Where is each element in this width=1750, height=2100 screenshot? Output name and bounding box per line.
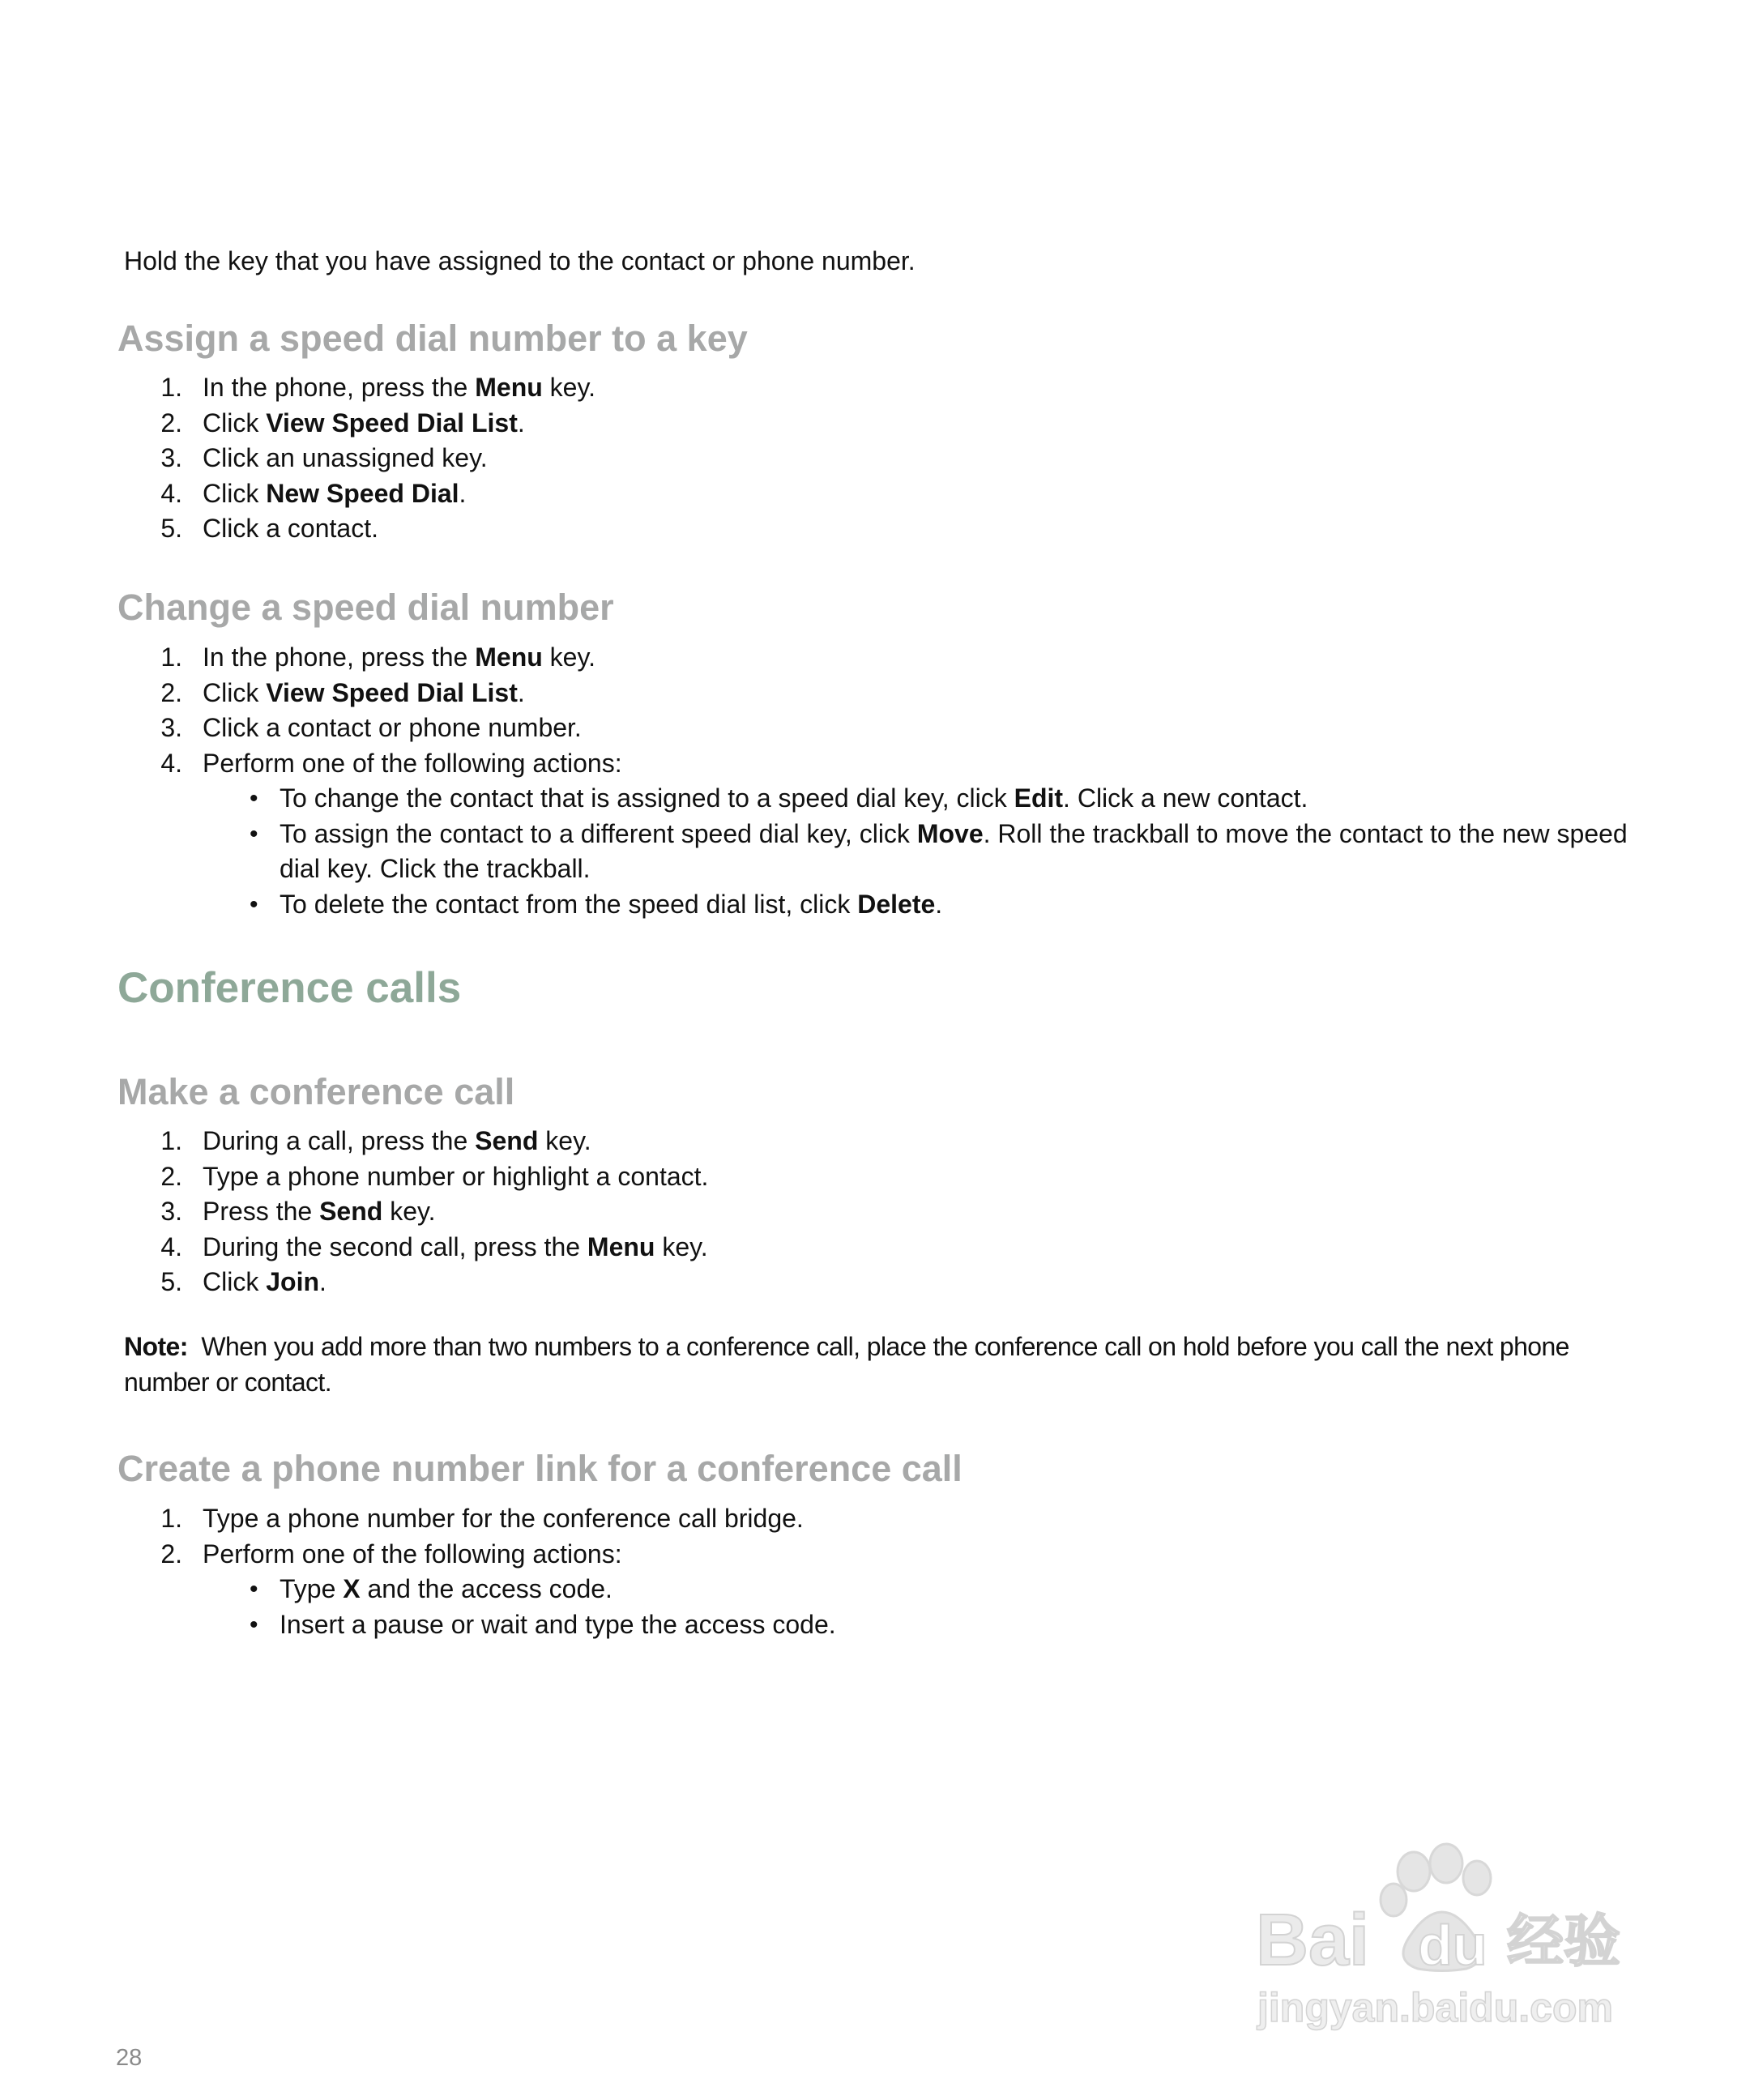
- step-item: 2. Type a phone number or highlight a contact.: [160, 1161, 709, 1191]
- note-label: Note:: [124, 1332, 188, 1361]
- step-item: 2. Click View Speed Dial List.: [160, 408, 525, 438]
- note-paragraph: [124, 1329, 1647, 1400]
- step-item: 4. Click New Speed Dial.: [160, 478, 467, 508]
- assign-steps: [158, 370, 1665, 547]
- page-number: 28: [116, 2045, 143, 2071]
- bullet-item: • Insert a pause or wait and type the access code.: [280, 1607, 1665, 1643]
- note-text: When you add more than two numbers to a conference call, place the conference call on hold before you call the next phone number or contact.: [124, 1332, 1569, 1397]
- bullet-item: • To delete the contact from the speed dial list, click Delete.: [280, 887, 1665, 923]
- step-item: 4. During the second call, press the Menu key.: [160, 1231, 708, 1261]
- step-item: 1. In the phone, press the Menu key.: [160, 642, 595, 672]
- step-item: 3. Press the Send key.: [160, 1197, 436, 1226]
- link-heading: Create a phone number link for a conference call: [117, 1448, 962, 1489]
- step-item: 5. Click Join.: [160, 1267, 327, 1296]
- step-item: 1. In the phone, press the Menu key.: [160, 373, 595, 402]
- bullet-item: • Type X and the access code.: [280, 1572, 1665, 1607]
- change-heading: Change a speed dial number: [117, 587, 614, 628]
- step-item: 1. Type a phone number for the conference call bridge.: [160, 1504, 804, 1533]
- step-item: 1. During a call, press the Send key.: [160, 1126, 591, 1155]
- svg-text:du: du: [1418, 1914, 1488, 1977]
- bullet-icon: •: [250, 890, 258, 918]
- svg-text:jingyan.baidu.com: jingyan.baidu.com: [1257, 1985, 1613, 2030]
- baidu-watermark-logo: [1248, 1839, 1669, 2042]
- bullet-icon: •: [250, 820, 258, 847]
- bullet-icon: •: [250, 1576, 258, 1603]
- make-heading: Make a conference call: [117, 1071, 515, 1112]
- make-steps: [158, 1124, 1665, 1300]
- step-item: 2. Perform one of the following actions: • Type X and the access code. • Insert a pause or wait and type the access code.: [158, 1537, 1665, 1643]
- assign-heading: Assign a speed dial number to a key: [117, 318, 748, 359]
- svg-text:经验: 经验: [1507, 1908, 1620, 1974]
- svg-text:Bai: Bai: [1256, 1900, 1370, 1981]
- bullet-icon: •: [250, 785, 258, 812]
- step-item: 3. Click a contact or phone number.: [160, 713, 582, 742]
- bullet-item: • To assign the contact to a different speed dial key, click Move. Roll the trackball to move the contact to the new speed dial key. Click the trackball.: [280, 817, 1665, 887]
- link-steps: [158, 1501, 1665, 1642]
- step-item: 3. Click an unassigned key.: [160, 443, 488, 472]
- step-item: 2. Click View Speed Dial List.: [160, 677, 525, 707]
- link-action-bullets: [203, 1572, 1665, 1642]
- step-item: 5. Click a contact.: [160, 514, 378, 543]
- change-action-bullets: [203, 781, 1665, 922]
- bullet-item: • To change the contact that is assigned to a speed dial key, click Edit. Click a new contact.: [280, 781, 1665, 817]
- bullet-icon: •: [250, 1611, 258, 1638]
- step-item: 4. Perform one of the following actions: • To change the contact that is assigned to a speed dial key, click Edit. Click a new contact. • To assign the contact to a different speed dial key, click Move. Roll the trackball to move the contact to the new speed dial key. Click the trackball. • To delete the contact from the speed dial list, click Delete.: [158, 746, 1665, 923]
- change-steps: [158, 640, 1665, 922]
- section-title: Conference calls: [117, 964, 462, 1012]
- intro-paragraph: Hold the key that you have assigned to the contact or phone number.: [124, 246, 916, 275]
